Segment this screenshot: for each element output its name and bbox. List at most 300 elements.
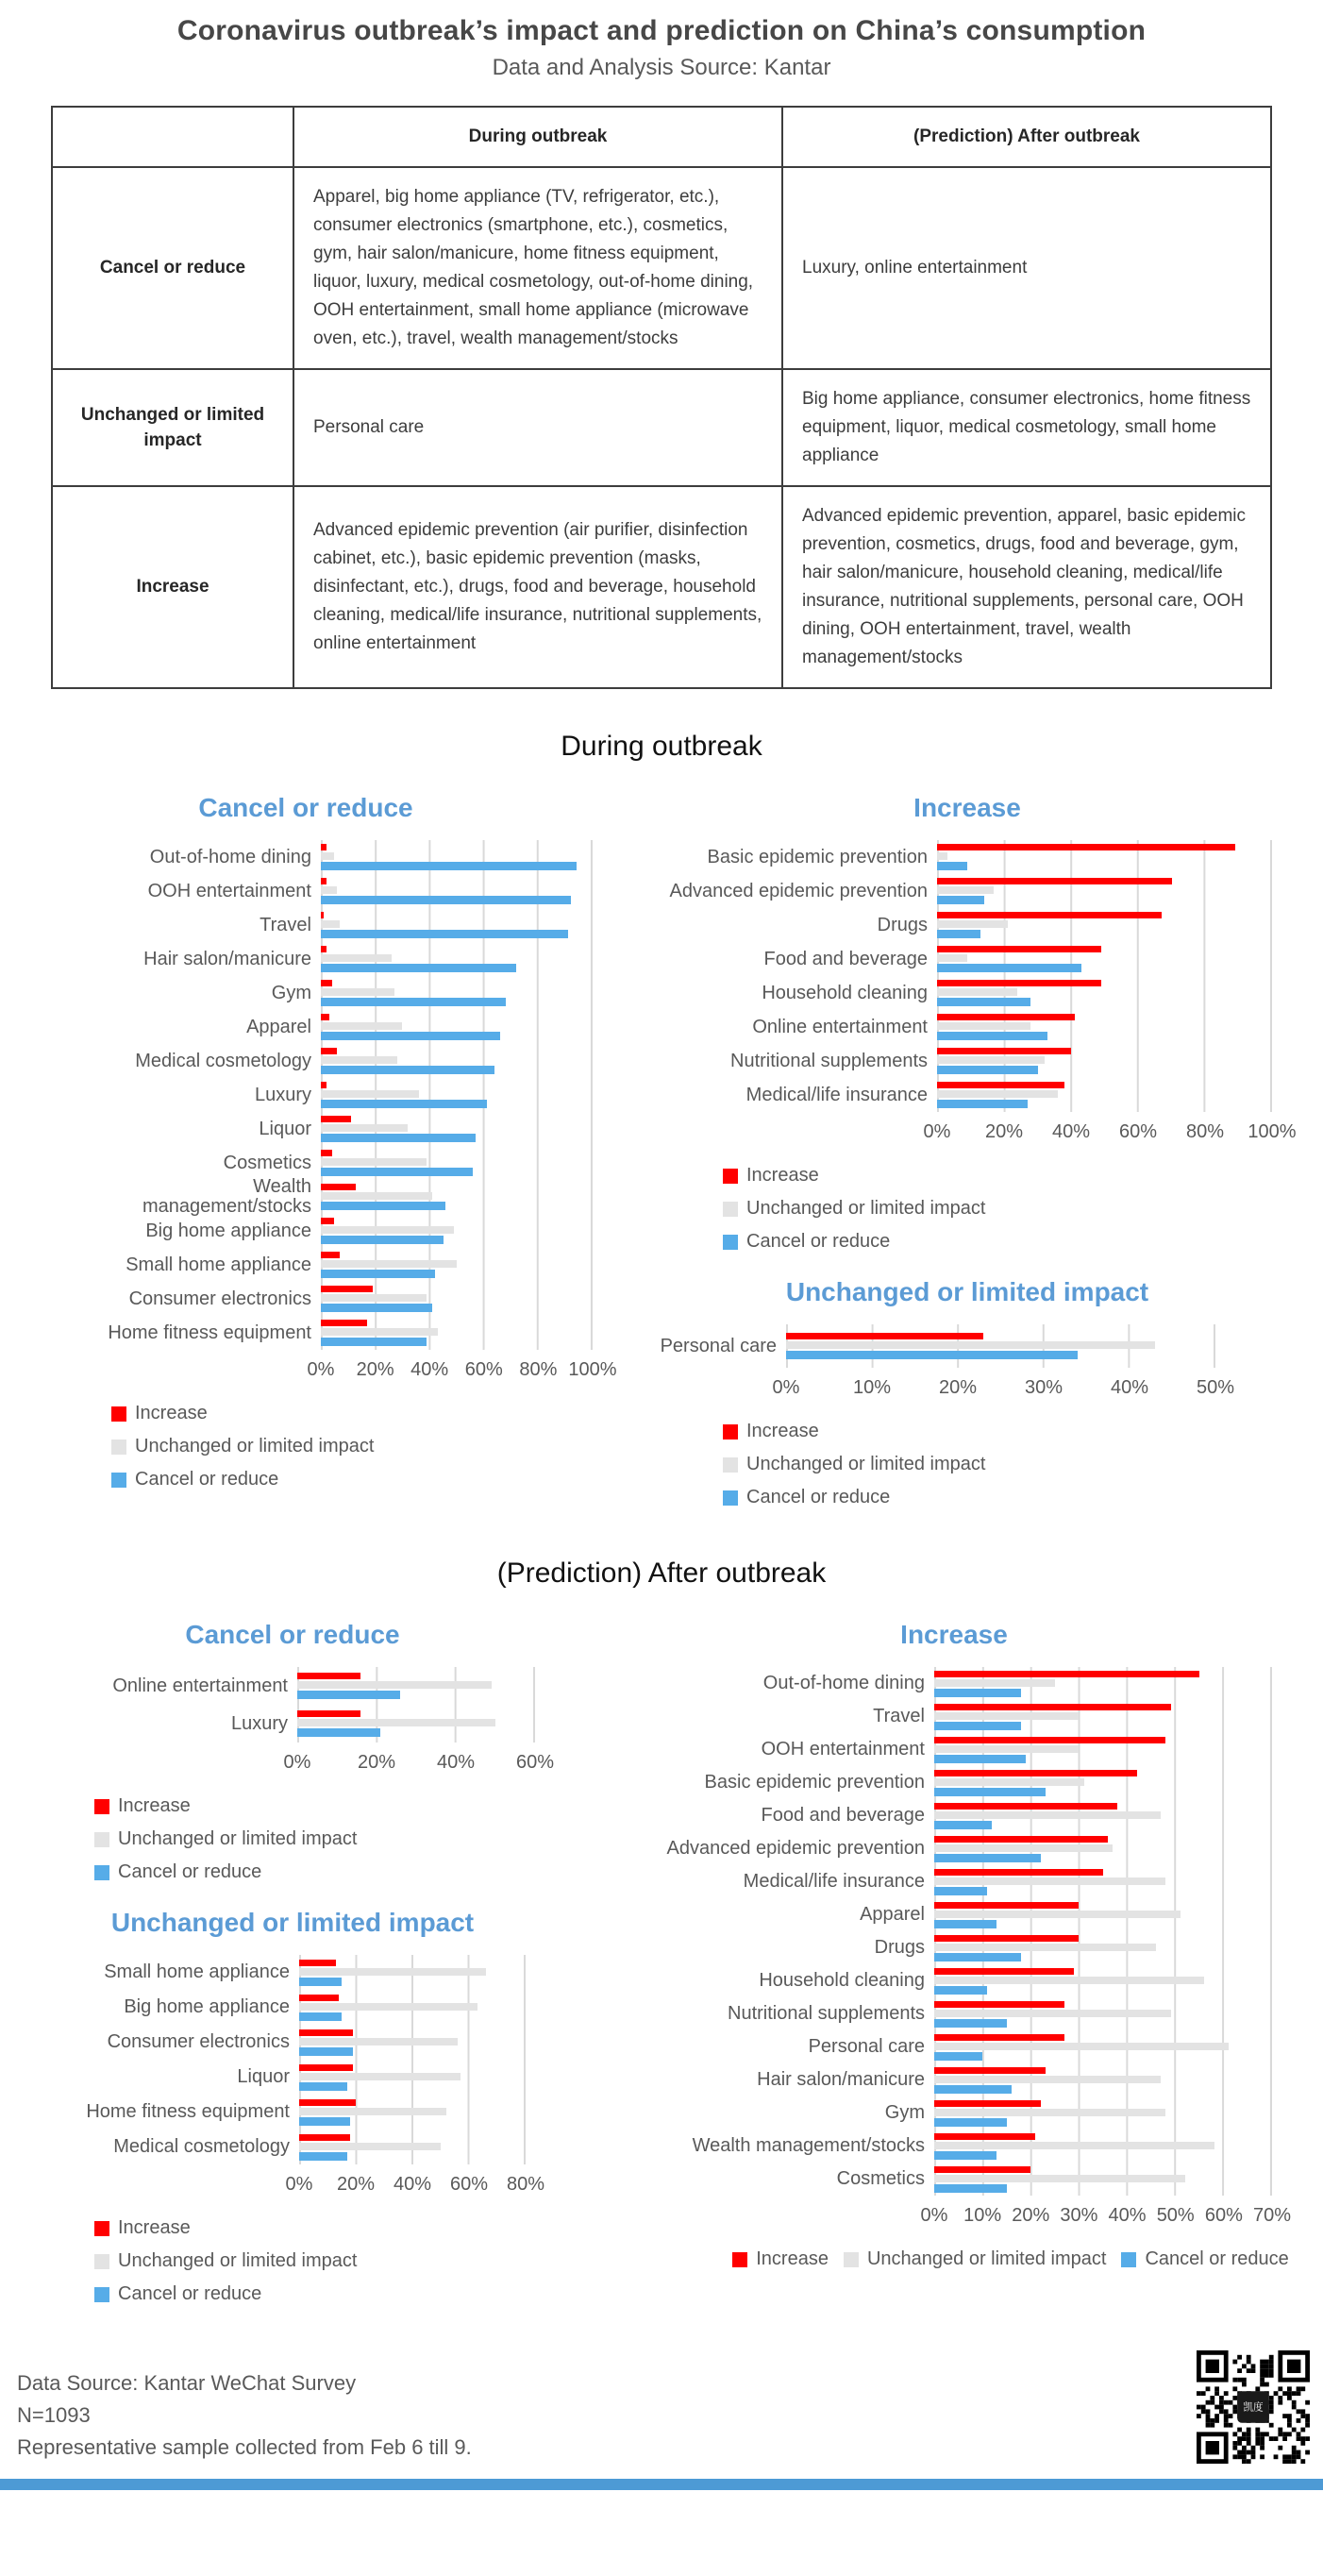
category-label: Liquor [259, 1118, 311, 1139]
category-label: Travel [873, 1706, 925, 1727]
bar-cancel-or-reduce [934, 1854, 1041, 1862]
legend-label: Cancel or reduce [118, 1861, 262, 1883]
category-label: Luxury [254, 1084, 311, 1105]
bar-cancel-or-reduce [321, 998, 506, 1006]
bar-unchanged-or-limited-impact [321, 852, 334, 860]
bar-increase [321, 980, 332, 986]
bar-cancel-or-reduce [321, 1032, 500, 1040]
bar-increase [934, 2067, 1046, 2074]
bar-increase [321, 1320, 367, 1326]
bar-increase [321, 1116, 351, 1122]
bar-group [321, 908, 593, 942]
bar-increase [934, 1869, 1103, 1876]
legend-swatch-unchanged-or-limited-impact [723, 1202, 738, 1217]
bar-increase [299, 2134, 350, 2141]
axis-tick-label: 0% [285, 2174, 313, 2196]
chart-row [593, 2130, 1272, 2163]
category-label: Online entertainment [112, 1675, 288, 1696]
legend-label: Unchanged or limited impact [118, 2250, 358, 2272]
legend-label: Increase [135, 1403, 208, 1424]
bar-group [297, 1705, 535, 1743]
chart-row [42, 1955, 526, 1990]
bar-increase [937, 844, 1235, 850]
chart-row [66, 1667, 535, 1705]
bar-cancel-or-reduce [934, 1986, 987, 1995]
bar-group [321, 840, 593, 874]
axis-tick-label: 40% [410, 1359, 449, 1381]
bar-unchanged-or-limited-impact [934, 2175, 1185, 2182]
category-label: Advanced epidemic prevention [666, 1838, 925, 1860]
bar-increase [321, 1218, 334, 1224]
bar-increase [321, 946, 327, 952]
bar-unchanged-or-limited-impact [934, 1877, 1165, 1885]
bar-group [321, 874, 593, 908]
chart-row [649, 840, 1272, 874]
legend-swatch-increase [723, 1424, 738, 1440]
legend-label: Unchanged or limited impact [135, 1436, 375, 1457]
legend-label: Cancel or reduce [746, 1487, 891, 1508]
chart-row [106, 908, 593, 942]
bar-increase [934, 1935, 1079, 1942]
category-label: Nutritional supplements [730, 1050, 928, 1071]
qr-center-label: 凯度 [1243, 2401, 1264, 2414]
legend-swatch-cancel-or-reduce [723, 1490, 738, 1506]
chart-title-during-cancel: Cancel or reduce [198, 793, 413, 823]
chart-row [106, 1282, 593, 1316]
category-label: Small home appliance [126, 1254, 311, 1275]
chart-during-increase [649, 840, 1297, 1150]
chart-row [593, 2063, 1272, 2096]
category-label: OOH entertainment [761, 1739, 925, 1760]
chart-title-after-increase: Increase [900, 1620, 1008, 1650]
qr-code [1197, 2350, 1310, 2464]
bar-cancel-or-reduce [297, 1728, 380, 1737]
category-label: Consumer electronics [107, 2031, 290, 2053]
chart-after-increase [593, 1667, 1292, 2233]
legend-label: Unchanged or limited impact [118, 1828, 358, 1850]
bar-cancel-or-reduce [321, 1304, 432, 1312]
legend-label: Increase [756, 2248, 829, 2270]
bar-group [934, 2130, 1272, 2163]
bar-group [321, 1282, 593, 1316]
bar-cancel-or-reduce [321, 1168, 473, 1176]
axis-tick-label: 100% [568, 1359, 617, 1381]
legend-swatch-unchanged-or-limited-impact [94, 2254, 109, 2269]
bar-unchanged-or-limited-impact [934, 1977, 1204, 1984]
bar-group [299, 2025, 526, 2060]
legend-swatch-unchanged-or-limited-impact [111, 1440, 126, 1455]
bar-unchanged-or-limited-impact [937, 1090, 1058, 1098]
legend-item-cancel-or-reduce [94, 2283, 585, 2305]
bar-group [937, 1078, 1272, 1112]
category-label: Wealth management/stocks [142, 1176, 311, 1218]
bar-cancel-or-reduce [299, 2012, 342, 2021]
footer-text [17, 2367, 472, 2464]
bar-unchanged-or-limited-impact [934, 1778, 1084, 1786]
chart-row [593, 1898, 1272, 1931]
bar-increase [934, 2100, 1041, 2107]
chart-row [593, 1964, 1272, 1997]
bar-unchanged-or-limited-impact [937, 852, 947, 860]
bar-cancel-or-reduce [934, 1689, 1021, 1697]
chart-during-cancel [106, 840, 617, 1388]
legend-label: Cancel or reduce [118, 2283, 262, 2305]
after-right-column [585, 1595, 1323, 2278]
chart-row [106, 1248, 593, 1282]
bar-cancel-or-reduce [937, 1100, 1028, 1108]
footer [0, 2322, 1323, 2473]
bar-unchanged-or-limited-impact [934, 1844, 1113, 1852]
axis-tick-label: 40% [1108, 2205, 1147, 2227]
bar-unchanged-or-limited-impact [934, 1811, 1161, 1819]
category-label: Online entertainment [752, 1016, 928, 1037]
axis-tick-label: 0% [920, 2205, 948, 2227]
bar-unchanged-or-limited-impact [934, 1911, 1181, 1918]
bar-cancel-or-reduce [934, 2085, 1012, 2094]
chart-row [66, 1705, 535, 1743]
bar-unchanged-or-limited-impact [934, 1679, 1055, 1687]
bar-unchanged-or-limited-impact [937, 920, 1008, 928]
bar-cancel-or-reduce [321, 1134, 476, 1142]
bar-cancel-or-reduce [297, 1691, 400, 1699]
legend-label: Increase [118, 1795, 191, 1817]
bar-group [937, 942, 1272, 976]
category-label: Household cleaning [762, 982, 928, 1003]
chart-row [649, 976, 1272, 1010]
category-label: Out-of-home dining [149, 846, 311, 867]
category-label: Liquor [237, 2066, 290, 2088]
chart-row [593, 1700, 1272, 1733]
bar-unchanged-or-limited-impact [321, 1090, 419, 1098]
bar-increase [937, 1048, 1071, 1054]
table-corner-cell [52, 107, 293, 167]
bar-unchanged-or-limited-impact [934, 2010, 1171, 2017]
legend-item-cancel-or-reduce [111, 1469, 611, 1490]
chart-row [649, 1044, 1272, 1078]
axis-tick-label: 70% [1252, 2205, 1292, 2227]
footer-data-source: Data Source: Kantar WeChat Survey [17, 2370, 357, 2395]
legend-item-unchanged-or-limited-impact [94, 1828, 585, 1850]
bar-cancel-or-reduce [937, 998, 1030, 1006]
axis-tick-label: 20% [356, 1359, 394, 1381]
cell-increase-during: Advanced epidemic prevention (air purifier, disinfection cabinet, etc.), basic epidemic prevention (masks, disinfectant, etc.), drugs, food and beverage, household cleaning, medical/life insurance, nutritional supplements, online entertainment [293, 486, 782, 688]
bar-unchanged-or-limited-impact [321, 920, 340, 928]
chart-during-unchanged [640, 1324, 1235, 1406]
bar-cancel-or-reduce [937, 1066, 1038, 1074]
bar-increase [321, 1014, 329, 1020]
axis-tick-label: 80% [1185, 1121, 1225, 1143]
summary-table [51, 106, 1272, 689]
bar-unchanged-or-limited-impact [299, 2038, 458, 2046]
bar-increase [934, 2034, 1064, 2041]
bar-increase [937, 878, 1172, 884]
bar-unchanged-or-limited-impact [321, 1124, 408, 1132]
bar-cancel-or-reduce [299, 2152, 347, 2161]
category-label: Hair salon/manicure [757, 2069, 925, 2091]
bar-cancel-or-reduce [321, 1338, 427, 1346]
chart-row [593, 1799, 1272, 1832]
bar-cancel-or-reduce [934, 2118, 1007, 2127]
bar-increase [321, 1048, 337, 1054]
bar-increase [786, 1333, 983, 1339]
bar-cancel-or-reduce [937, 964, 1081, 972]
cell-increase-after: Advanced epidemic prevention, apparel, basic epidemic prevention, cosmetics, drugs, food and beverage, gym, hair salon/manicure, household cleaning, medical/life insurance, nutritional supplements, personal care, OOH dining, OOH entertainment, travel, wealth management/stocks [782, 486, 1271, 688]
chart-row [593, 1667, 1272, 1700]
bar-unchanged-or-limited-impact [321, 1056, 397, 1064]
category-label: Medical cosmetology [113, 2136, 290, 2158]
bar-cancel-or-reduce [321, 1270, 435, 1278]
legend-swatch-cancel-or-reduce [94, 1865, 109, 1880]
bar-cancel-or-reduce [299, 2082, 347, 2091]
bar-unchanged-or-limited-impact [937, 1022, 1030, 1030]
bar-cancel-or-reduce [934, 1887, 987, 1895]
bar-cancel-or-reduce [934, 1722, 1021, 1730]
legend-item-increase [111, 1403, 611, 1424]
axis-tick-label: 40% [393, 2174, 432, 2196]
legend-swatch-increase [723, 1169, 738, 1184]
cell-cancel-after: Luxury, online entertainment [782, 167, 1271, 369]
x-axis [923, 1112, 1297, 1150]
legend-label: Unchanged or limited impact [746, 1198, 986, 1220]
legend-item-cancel-or-reduce [94, 1861, 585, 1883]
bar-cancel-or-reduce [934, 2019, 1007, 2028]
chart-row [42, 2095, 526, 2130]
bar-increase [934, 1836, 1108, 1843]
bar-group [321, 1010, 593, 1044]
bar-increase [321, 878, 327, 884]
bar-group [934, 2096, 1272, 2130]
legend-swatch-unchanged-or-limited-impact [723, 1457, 738, 1473]
bar-unchanged-or-limited-impact [299, 2073, 461, 2080]
during-right-column [611, 768, 1323, 1516]
chart-row [593, 1766, 1272, 1799]
bar-group [321, 942, 593, 976]
bar-group [321, 1078, 593, 1112]
chart-row [106, 976, 593, 1010]
bar-unchanged-or-limited-impact [321, 1260, 457, 1268]
legend-swatch-cancel-or-reduce [111, 1473, 126, 1488]
legend-during-cancel [111, 1403, 611, 1490]
table-header-during: During outbreak [293, 107, 782, 167]
bar-cancel-or-reduce [321, 1100, 487, 1108]
legend-item-cancel-or-reduce [1121, 2248, 1288, 2270]
legend-during-increase [723, 1165, 1323, 1253]
x-axis [283, 1743, 555, 1780]
axis-tick-label: 0% [923, 1121, 951, 1143]
bar-cancel-or-reduce [937, 930, 980, 938]
table-row [52, 486, 1271, 688]
bar-increase [321, 1252, 340, 1258]
legend-during-unchanged [723, 1421, 1323, 1508]
bar-group [934, 1733, 1272, 1766]
row-label-unchanged: Unchanged or limited impact [52, 369, 293, 486]
x-axis [920, 2196, 1292, 2233]
bar-cancel-or-reduce [934, 1755, 1026, 1763]
legend-label: Increase [118, 2217, 191, 2239]
bar-group [321, 1316, 593, 1350]
category-label: Medical/life insurance [745, 1084, 928, 1105]
bar-group [934, 1865, 1272, 1898]
bar-unchanged-or-limited-impact [934, 1745, 1079, 1753]
chart-row [42, 2130, 526, 2164]
chart-row [106, 1214, 593, 1248]
bar-increase [937, 1014, 1075, 1020]
bar-group [299, 1955, 526, 1990]
bar-unchanged-or-limited-impact [321, 1158, 427, 1166]
bar-increase [299, 1995, 339, 2001]
legend-item-cancel-or-reduce [723, 1487, 1323, 1508]
axis-tick-label: 60% [464, 1359, 503, 1381]
legend-after-unchanged [94, 2217, 585, 2305]
after-left-column [0, 1595, 585, 2313]
footer-collection-note: Representative sample collected from Feb 6 till 9. [17, 2435, 472, 2460]
bar-group [321, 1112, 593, 1146]
chart-row [593, 2030, 1272, 2063]
bar-increase [937, 1082, 1064, 1088]
bar-increase [321, 1184, 356, 1190]
bar-increase [934, 1803, 1117, 1810]
chart-row [106, 1112, 593, 1146]
bar-cancel-or-reduce [937, 1032, 1047, 1040]
chart-row [106, 840, 593, 874]
chart-row [106, 942, 593, 976]
bar-group [937, 908, 1272, 942]
chart-row [593, 1931, 1272, 1964]
bar-group [937, 874, 1272, 908]
x-axis [307, 1350, 617, 1388]
chart-row [640, 1324, 1215, 1368]
category-label: Luxury [230, 1712, 288, 1734]
table-row [52, 369, 1271, 486]
row-label-cancel: Cancel or reduce [52, 167, 293, 369]
bar-increase [934, 1770, 1137, 1776]
bar-unchanged-or-limited-impact [937, 886, 994, 894]
bar-group [937, 1010, 1272, 1044]
bar-group [937, 1044, 1272, 1078]
bar-group [934, 1832, 1272, 1865]
chart-row [106, 1044, 593, 1078]
legend-item-unchanged-or-limited-impact [844, 2248, 1106, 2270]
category-label: Consumer electronics [128, 1288, 311, 1309]
bar-group [934, 1766, 1272, 1799]
bar-group [934, 2063, 1272, 2096]
bar-group [299, 2095, 526, 2130]
axis-tick-label: 10% [963, 2205, 1002, 2227]
after-charts-grid [0, 1595, 1323, 2313]
bar-increase [937, 912, 1162, 918]
legend-swatch-cancel-or-reduce [94, 2287, 109, 2302]
legend-label: Cancel or reduce [135, 1469, 279, 1490]
axis-tick-label: 20% [938, 1377, 978, 1399]
category-label: Gym [271, 982, 311, 1003]
chart-after-unchanged [42, 1955, 545, 2202]
bar-group [299, 2060, 526, 2095]
legend-label: Increase [746, 1165, 819, 1187]
bar-increase [937, 946, 1101, 952]
legend-swatch-unchanged-or-limited-impact [94, 1832, 109, 1847]
bar-unchanged-or-limited-impact [299, 2003, 477, 2011]
bar-group [321, 976, 593, 1010]
bar-cancel-or-reduce [321, 862, 577, 870]
bar-cancel-or-reduce [934, 1920, 996, 1928]
axis-tick-label: 50% [1156, 2205, 1195, 2227]
bar-cancel-or-reduce [321, 1066, 494, 1074]
axis-tick-label: 40% [1110, 1377, 1149, 1399]
bar-increase [934, 2166, 1030, 2173]
axis-tick-label: 20% [336, 2174, 376, 2196]
category-label: Cosmetics [836, 2168, 925, 2190]
chart-row [593, 1733, 1272, 1766]
bar-cancel-or-reduce [934, 2052, 982, 2061]
axis-tick-label: 0% [283, 1752, 311, 1774]
section-title-during: During outbreak [561, 731, 762, 763]
bar-cancel-or-reduce [299, 1978, 342, 1986]
bar-unchanged-or-limited-impact [321, 988, 394, 996]
bar-unchanged-or-limited-impact [321, 1022, 402, 1030]
during-charts-grid [0, 768, 1323, 1516]
bar-increase [299, 1960, 336, 1966]
bar-increase [934, 2001, 1064, 2008]
legend-item-increase [94, 1795, 585, 1817]
category-label: Home fitness equipment [108, 1322, 311, 1343]
category-label: Big home appliance [124, 1996, 290, 2018]
axis-tick-label: 60% [515, 1752, 555, 1774]
bar-unchanged-or-limited-impact [786, 1341, 1155, 1349]
chart-title-after-cancel: Cancel or reduce [185, 1620, 400, 1650]
footer-accent-bar [0, 2479, 1323, 2490]
cell-unchanged-after: Big home appliance, consumer electronics, home fitness equipment, liquor, medical cosmetology, small home appliance [782, 369, 1271, 486]
category-label: Household cleaning [759, 1970, 925, 1992]
bar-group [934, 2030, 1272, 2063]
page-subtitle: Data and Analysis Source: Kantar [492, 55, 831, 80]
category-label: Small home appliance [104, 1961, 290, 1983]
chart-row [106, 1146, 593, 1180]
bar-group [934, 1799, 1272, 1832]
legend-swatch-increase [732, 2252, 747, 2267]
bar-increase [299, 2064, 353, 2071]
category-label: Personal care [660, 1335, 777, 1356]
category-label: Medical cosmetology [135, 1050, 311, 1071]
category-label: Cosmetics [223, 1152, 311, 1173]
category-label: Advanced epidemic prevention [669, 880, 928, 901]
bar-increase [299, 2099, 356, 2106]
axis-tick-label: 40% [1051, 1121, 1091, 1143]
bar-increase [934, 1902, 1079, 1909]
category-label: Nutritional supplements [728, 2003, 925, 2025]
bar-unchanged-or-limited-impact [299, 2143, 441, 2150]
category-label: Basic epidemic prevention [707, 846, 928, 867]
legend-swatch-cancel-or-reduce [723, 1235, 738, 1250]
bar-group [299, 2130, 526, 2164]
axis-tick-label: 40% [436, 1752, 476, 1774]
axis-tick-label: 0% [307, 1359, 335, 1381]
legend-swatch-cancel-or-reduce [1121, 2252, 1136, 2267]
chart-row [106, 1078, 593, 1112]
bar-cancel-or-reduce [299, 2117, 350, 2126]
axis-tick-label: 60% [449, 2174, 489, 2196]
bar-increase [297, 1710, 360, 1717]
bar-cancel-or-reduce [934, 2151, 996, 2160]
bar-group [297, 1667, 535, 1705]
bar-unchanged-or-limited-impact [321, 954, 392, 962]
axis-tick-label: 80% [519, 1359, 558, 1381]
axis-tick-label: 30% [1024, 1377, 1063, 1399]
bar-group [934, 1964, 1272, 1997]
bar-group [321, 1248, 593, 1282]
chart-row [593, 1997, 1272, 2030]
bar-group [934, 1931, 1272, 1964]
bar-group [937, 976, 1272, 1010]
